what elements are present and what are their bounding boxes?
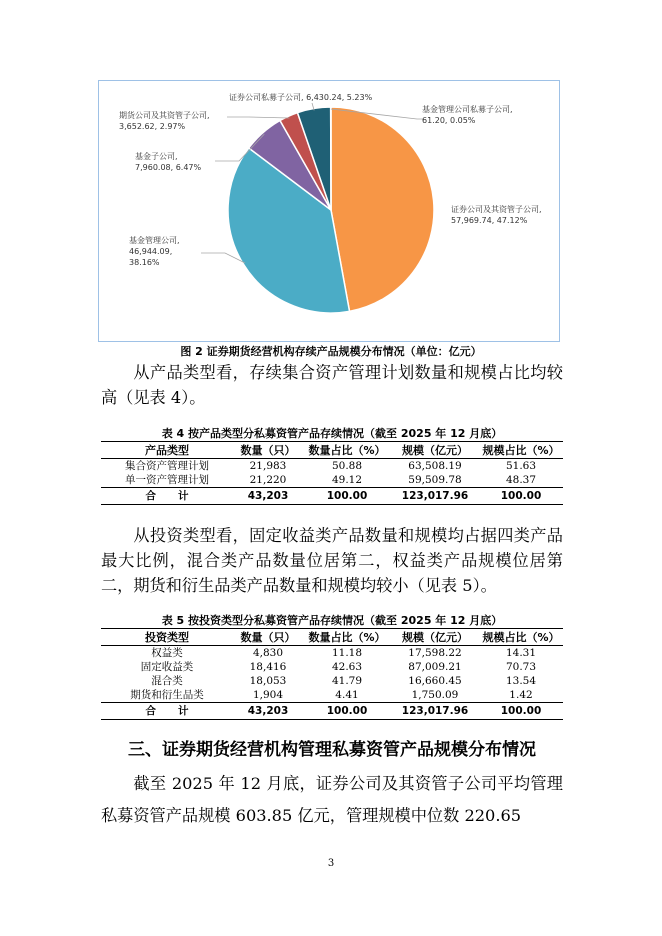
table-cell: 51.63 [505, 460, 537, 472]
table5-header: 规模占比（%） [479, 629, 563, 646]
table4-title: 表 4 按产品类型分私募资管产品存续情况（截至 2025 年 12 月底） [161, 427, 503, 440]
table-cell: 100.00 [479, 488, 563, 505]
table-row [101, 459, 563, 474]
table-cell: 混合类 [151, 675, 183, 687]
table4-header: 数量占比（%） [303, 442, 391, 459]
table-cell: 48.37 [505, 474, 537, 486]
data-label-1: 46,944.09, [129, 247, 173, 256]
table4-header: 产品类型 [101, 442, 233, 459]
data-label-2: 基金子公司, [135, 152, 178, 161]
pie-chart [99, 81, 559, 341]
paragraph-product-type: 从产品类型看，存续集合资产管理计划数量和规模占比均较高（见表 4）。 [101, 363, 563, 407]
table-cell: 70.73 [505, 661, 537, 673]
data-label-4: 证券公司私募子公司, 6,430.24, 5.23% [229, 93, 373, 102]
data-label-2: 7,960.08, 6.47% [135, 163, 202, 172]
table-row [101, 473, 563, 488]
paragraph-investment-type: 从投资类型看，固定收益类产品数量和规模均占据四类产品最大比例，混合类产品数量位居第二，权益类产品规模位居第二，期货和衍生品类产品数量和规模均较小（见表 5）。 [101, 526, 563, 595]
table5-header: 规模（亿元） [391, 629, 479, 646]
table4-header-row [101, 442, 563, 459]
table-cell: 1,904 [252, 689, 284, 701]
table-row [101, 674, 563, 688]
table-cell: 13.54 [505, 675, 537, 687]
figure-caption: 图 2 证券期货经营机构存续产品规模分布情况（单位：亿元） [180, 345, 482, 358]
table-cell: 14.31 [505, 647, 537, 659]
table-cell: 18,416 [249, 661, 287, 673]
table4-header: 规模占比（%） [479, 442, 563, 459]
table-row [101, 660, 563, 674]
table-cell: 期货和衍生品类 [130, 689, 204, 701]
table-cell: 49.12 [331, 474, 363, 486]
data-label-5: 基金管理公司私募子公司, [422, 105, 513, 114]
data-label-5: 61.20, 0.05% [422, 116, 476, 125]
table-cell: 权益类 [151, 647, 183, 659]
table5 [101, 628, 563, 720]
table4-header: 数量（只） [233, 442, 303, 459]
data-label-1: 38.16% [129, 258, 160, 267]
table-cell: 21,983 [249, 460, 287, 472]
table-total-row [101, 703, 563, 720]
table-total-row [101, 488, 563, 505]
table-cell: 50.88 [331, 460, 363, 472]
table-cell: 4.41 [335, 689, 359, 701]
table-cell: 42.63 [331, 661, 363, 673]
paragraph-distribution: 截至 2025 年 12 月底，证券公司及其资管子公司平均管理私募资管产品规模 603.85 亿元，管理规模中位数 220.65 [101, 774, 563, 825]
table-cell: 100.00 [479, 703, 563, 720]
table-row [101, 646, 563, 661]
table-cell: 单一资产管理计划 [125, 474, 209, 486]
pie-chart-frame [98, 80, 560, 342]
table5-header-row [101, 629, 563, 646]
table-cell: 18,053 [249, 675, 287, 687]
table5-header: 数量（只） [233, 629, 303, 646]
table-cell: 59,509.78 [408, 474, 462, 486]
pie-slice-0 [331, 107, 434, 311]
data-label-3: 期货公司及其资管子公司, [119, 111, 210, 120]
table5-header: 数量占比（%） [303, 629, 391, 646]
table4-header: 规模（亿元） [391, 442, 479, 459]
table-cell: 合 计 [101, 703, 233, 720]
table5-title: 表 5 按投资类型分私募资管产品存续情况（截至 2025 年 12 月底） [161, 614, 503, 627]
table-cell: 41.79 [331, 675, 363, 687]
table-row [101, 688, 563, 703]
table-cell: 43,203 [233, 703, 303, 720]
data-label-3: 3,652.62, 2.97% [119, 122, 186, 131]
data-label-0: 证券公司及其资管子公司, [451, 205, 542, 214]
table-cell: 1.42 [509, 689, 533, 701]
leader-line-3 [227, 117, 289, 118]
page-number: 3 [327, 858, 335, 869]
section-heading: 三、证券期货经营机构管理私募资管产品规模分布情况 [128, 740, 536, 760]
table-cell: 1,750.09 [411, 689, 459, 701]
table4 [101, 441, 563, 505]
table-cell: 123,017.96 [391, 488, 479, 505]
table-cell: 固定收益类 [140, 661, 194, 673]
data-label-0: 57,969.74, 47.12% [451, 216, 528, 225]
table-cell: 17,598.22 [408, 647, 462, 659]
table5-header: 投资类型 [101, 629, 233, 646]
table-cell: 合 计 [101, 488, 233, 505]
table-cell: 21,220 [249, 474, 287, 486]
table-cell: 123,017.96 [391, 703, 479, 720]
table-cell: 43,203 [233, 488, 303, 505]
data-label-1: 基金管理公司, [129, 236, 180, 245]
table-cell: 4,830 [252, 647, 284, 659]
table-cell: 100.00 [303, 703, 391, 720]
table-cell: 100.00 [303, 488, 391, 505]
table-cell: 16,660.45 [408, 675, 462, 687]
table-cell: 63,508.19 [408, 460, 462, 472]
table-cell: 集合资产管理计划 [125, 460, 209, 472]
table-cell: 11.18 [331, 647, 363, 659]
table-cell: 87,009.21 [408, 661, 462, 673]
